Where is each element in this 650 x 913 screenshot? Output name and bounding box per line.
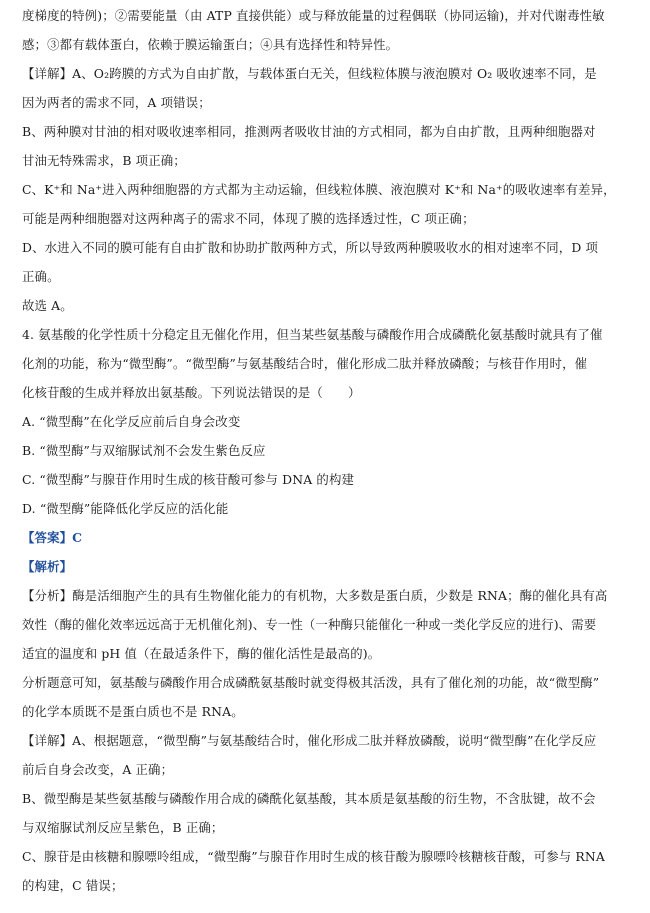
text-line: 甘油无特殊需求，B 项正确； — [22, 153, 186, 168]
text-line: 适宜的温度和 pH 值（在最适条件下，酶的催化活性是最高的)。 — [22, 646, 381, 661]
text-line: 分析题意可知，氨基酸与磷酸作用合成磷酰氨基酸时就变得极其活泼，具有了催化剂的功能，故“微型酶” — [22, 675, 600, 690]
text-line: 【分析】酶是活细胞产生的具有生物催化能力的有机物，大多数是蛋白质，少数是 RNA；酶的催化具有高 — [22, 588, 608, 603]
text-line: 度梯度的特例)；②需要能量（由 ATP 直接供能）或与释放能量的过程偶联（协同运输)，并对代谢毒性敏 — [22, 8, 605, 23]
text-line: 的化学本质既不是蛋白质也不是 RNA。 — [22, 704, 244, 719]
text-line: C、K⁺和 Na⁺进入两种细胞器的方式都为主动运输，但线粒体膜、液泡膜对 K⁺和 Na⁺的吸收速率有差异， — [22, 182, 616, 197]
text-line: 【详解】A、根据题意，“微型酶”与氨基酸结合时，催化形成二肽并释放磷酸，说明“微型酶”在化学反应 — [22, 733, 597, 748]
text-line: D、水进入不同的膜可能有自由扩散和协助扩散两种方式，所以导致两种膜吸收水的相对速率不同，D 项 — [22, 240, 599, 255]
text-line: 正确。 — [22, 269, 60, 284]
text-line: 可能是两种细胞器对这两种离子的需求不同，体现了膜的选择透过性，C 项正确； — [22, 211, 475, 226]
text-line: 的构建，C 错误； — [22, 878, 124, 893]
question-stem: 4. 氨基酸的化学性质十分稳定且无催化作用，但当某些氨基酸与磷酸作用合成磷酰化氨基酸时就具有了催 — [22, 327, 603, 342]
answer-label: 【答案】C — [22, 530, 83, 545]
text-line: 感；③都有载体蛋白，依赖于膜运输蛋白；④具有选择性和特异性。 — [22, 37, 399, 52]
text-line: 效性（酶的催化效率远远高于无机催化剂)、专一性（一种酶只能催化一种或一类化学反应的进行)、需要 — [22, 617, 597, 632]
question-stem: 化核苷酸的生成并释放出氨基酸。下列说法错误的是（ ） — [22, 385, 361, 400]
question-stem: 化剂的功能，称为“微型酶”。“微型酶”与氨基酸结合时，催化形成二肽并释放磷酸；与核苷作用时，催 — [22, 356, 588, 371]
text-line: B、微型酶是某些氨基酸与磷酸作用合成的磷酰化氨基酸，其本质是氨基酸的衍生物，不含肽键，故不会 — [22, 791, 596, 806]
option-c: C. “微型酶”与腺苷作用时生成的核苷酸可参与 DNA 的构建 — [22, 472, 355, 487]
option-d: D. “微型酶”能降低化学反应的活化能 — [22, 501, 229, 516]
text-line: 因为两者的需求不同，A 项错误； — [22, 95, 211, 110]
analysis-label: 【解析】 — [22, 559, 73, 574]
text-line: 故选 A。 — [22, 298, 73, 313]
option-a: A. “微型酶”在化学反应前后自身会改变 — [22, 414, 241, 429]
text-line: C、腺苷是由核糖和腺嘌呤组成，“微型酶”与腺苷作用时生成的核苷酸为腺嘌呤核糖核苷酸，可参与 RNA — [22, 849, 605, 864]
text-line: B、两种膜对甘油的相对吸收速率相同，推测两者吸收甘油的方式相同，都为自由扩散，且两种细胞器对 — [22, 124, 596, 139]
text-line: 【详解】A、O₂跨膜的方式为自由扩散，与载体蛋白无关，但线粒体膜与液泡膜对 O₂ 吸收速率不同，是 — [22, 66, 597, 81]
text-line: 与双缩脲试剂反应呈紫色，B 正确； — [22, 820, 224, 835]
option-b: B. “微型酶”与双缩脲试剂不会发生紫色反应 — [22, 443, 266, 458]
text-line: 前后自身会改变，A 正确； — [22, 762, 174, 777]
